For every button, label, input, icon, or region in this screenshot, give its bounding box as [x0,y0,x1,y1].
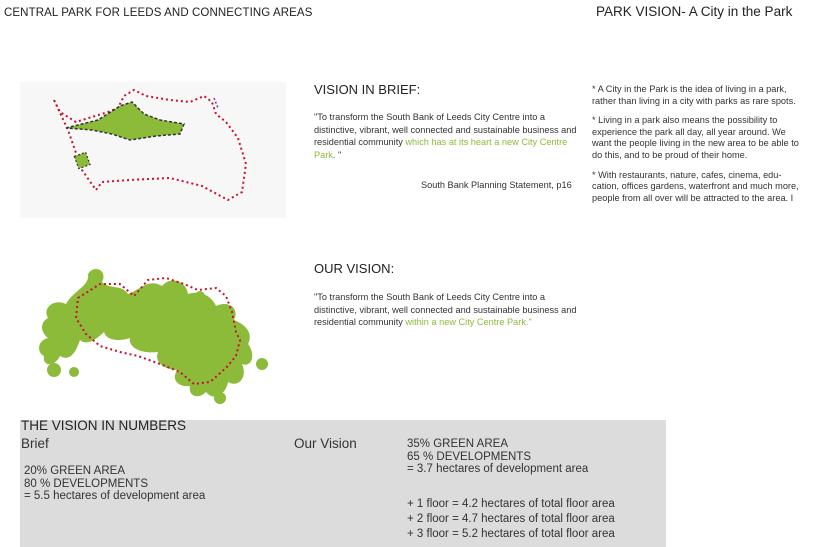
park-patch [69,367,79,377]
vision-brief-quote: "To transform the South Bank of Leeds City Centre into a distinctive, vibrant, well connected and sustainable business and residential community which has at its heart a new City Centre Park. " [314,112,577,160]
park-shape [39,269,252,397]
vision-numbers [407,438,588,476]
brief-number-line: 80 % DEVELOPMENTS [24,477,148,490]
brief-numbers [24,465,205,503]
brief-number-line: 20% GREEN AREA [24,465,125,477]
park-patch [214,392,226,404]
our-vision-title: OUR VISION: [314,261,395,276]
brief-number-line: = 5.5 hectares of development area [24,490,206,502]
floor-area-numbers [407,497,615,541]
our-vision-quote: "To transform the South Bank of Leeds City Centre into a distinctive, vibrant, well connected and sustainable business and residential community within a new City Centre Park." [314,292,577,328]
bullet-item: * With restaurants, nature, cafes, cinema, edu-cation, offices gardens, waterfront and much more, people from all over will be attracted to the area. I [592,169,799,203]
brief-site-map [20,82,286,218]
vision-brief-title: VISION IN BRIEF: [314,82,421,97]
access-marker [214,98,218,108]
park-patch [47,363,61,377]
our-vision-map [30,260,284,410]
floor-area-line: + 1 floor = 4.2 hectares of total floor area [407,498,615,510]
document-title: CENTRAL PARK FOR LEEDS AND CONNECTING AREAS [4,7,313,19]
vision-numbers-title: THE VISION IN NUMBERS [21,418,187,433]
small-park-area [74,152,90,168]
floor-area-line: + 2 floor = 4.7 hectares of total floor area [407,512,615,525]
park-patch [256,358,268,370]
bullet-item: * Living in a park also means the possibility to experience the park all day, all year around. We want the people living in the new area to be able to do this, and to be proud of their home. [592,115,799,160]
vision-number-line: 35% GREEN AREA [407,438,508,450]
vision-number-line: 65 % DEVELOPMENTS [407,450,531,463]
our-vision-map-drawing [30,260,284,410]
park-patch [195,291,205,301]
brief-site-map-drawing [20,82,286,218]
brief-column-label: Brief [21,436,49,451]
vision-number-line: = 3.7 hectares of development area [407,463,589,475]
floor-area-line: + 3 floor = 5.2 hectares of total floor area [407,527,615,540]
bullet-item: * A City in the Park is the idea of living in a park, rather than living in a city with parks as rare spots. [592,84,796,106]
our-vision-column-label: Our Vision [294,436,357,451]
vision-bullet-list [592,84,804,212]
page-heading: PARK VISION- A City in the Park [596,4,793,19]
proposed-park-area [66,102,184,140]
quote-source: South Bank Planning Statement, p16 [421,180,572,190]
